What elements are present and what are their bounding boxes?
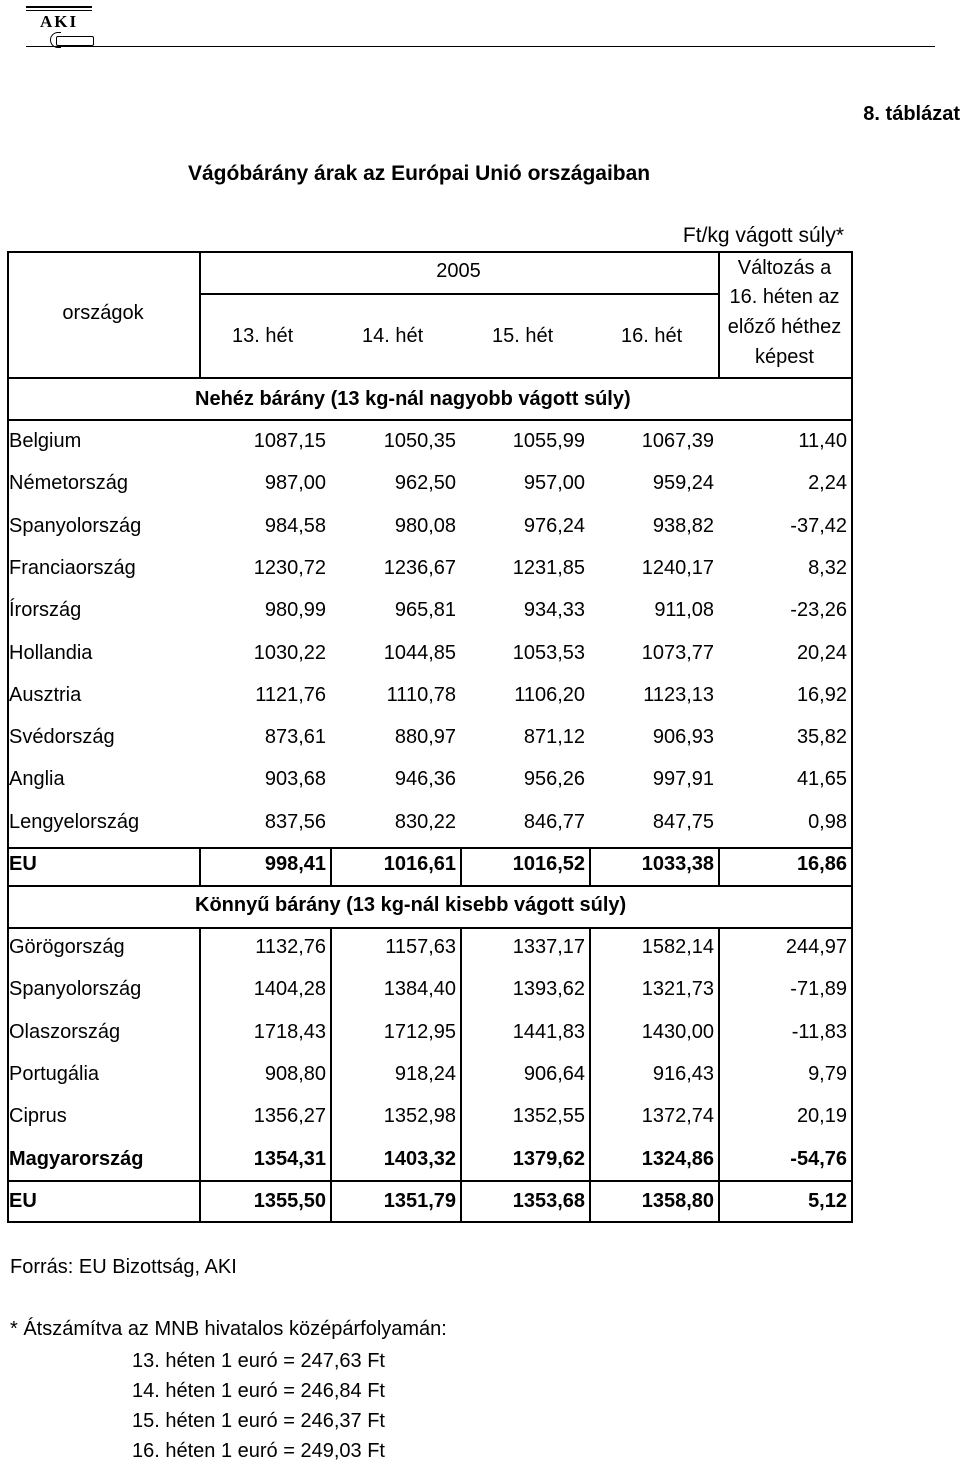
- heavy-row-value: -37,42: [790, 514, 847, 537]
- light-row-value: 1384,40: [383, 978, 456, 1001]
- light-row-value: 916,43: [652, 1062, 714, 1085]
- light-row-value: 9,79: [808, 1062, 847, 1085]
- heavy-row-value: 980,99: [264, 599, 326, 622]
- heavy-row-value: 1236,67: [383, 556, 456, 579]
- heavy-row-value: 35,82: [796, 726, 847, 749]
- unit-label: Ft/kg vágott súly*: [682, 224, 844, 247]
- footnote: * Átszámítva az MNB hivatalos középárfolyamán:: [10, 1318, 447, 1340]
- heavy-row-value: 16,92: [796, 683, 847, 706]
- header-countries: országok: [62, 302, 144, 324]
- heavy-row-value: 956,26: [523, 768, 585, 791]
- table-border-top: [7, 251, 851, 253]
- rate-week-13: 13. héten 1 euró = 247,63 Ft: [132, 1350, 385, 1372]
- light-row-value: 1337,17: [512, 936, 585, 958]
- heavy-row-value: -23,26: [790, 599, 847, 622]
- heavy-row-value: 880,97: [394, 726, 456, 749]
- eu-heavy-divider-2: [460, 847, 462, 885]
- heavy-row-value: 1016,52: [512, 853, 585, 875]
- heavy-row-value: 41,65: [796, 768, 847, 791]
- heavy-row-value: 1230,72: [253, 556, 326, 579]
- light-row-country: Görögország: [9, 936, 125, 958]
- light-row-value: 1321,73: [641, 978, 714, 1001]
- light-row-value: 1712,95: [383, 1020, 456, 1043]
- heavy-row-country: Németország: [9, 472, 128, 495]
- heavy-row-value: 997,91: [652, 768, 714, 791]
- table-number: 8. táblázat: [863, 103, 960, 125]
- eu-heavy-divider-4: [718, 847, 720, 885]
- heavy-row-value: 1033,38: [641, 853, 714, 875]
- heavy-row-value: 11,40: [798, 430, 847, 452]
- heavy-row-country: Belgium: [9, 430, 82, 452]
- heavy-row-value: 8,32: [808, 556, 847, 579]
- heavy-row-value: 903,68: [264, 768, 326, 791]
- header-bottom-border: [7, 377, 851, 379]
- header-change-line: képest: [755, 346, 814, 368]
- light-row-country: Magyarország: [9, 1147, 144, 1170]
- heavy-row-value: 965,81: [394, 599, 456, 622]
- heavy-row-value: 1016,61: [383, 853, 456, 875]
- year-underline: [199, 293, 718, 295]
- header-week-13: 13. hét: [232, 325, 294, 347]
- heavy-row-value: 1110,78: [386, 683, 456, 706]
- header-week-14: 14. hét: [362, 325, 424, 347]
- header-change-line: 16. héten az: [729, 286, 840, 308]
- light-row-country: Portugália: [9, 1062, 100, 1085]
- heavy-row-value: 847,75: [652, 810, 714, 833]
- light-row-country: Olaszország: [9, 1020, 121, 1043]
- heavy-row-value: 20,24: [796, 641, 847, 664]
- heavy-row-value: 1050,35: [383, 430, 456, 452]
- light-row-value: 1353,68: [512, 1189, 585, 1212]
- heavy-row-value: 987,00: [264, 472, 326, 495]
- heavy-row-country: Svédország: [9, 726, 115, 749]
- light-row-value: -54,76: [790, 1147, 847, 1170]
- heavy-row-value: 946,36: [394, 768, 456, 791]
- eu-heavy-divider-1: [330, 847, 332, 885]
- heavy-row-value: 959,24: [652, 472, 714, 495]
- light-row-value: 20,19: [796, 1105, 847, 1128]
- header-year: 2005: [436, 260, 481, 282]
- heavy-row-country: Spanyolország: [9, 514, 142, 537]
- heavy-row-value: 911,08: [654, 599, 714, 622]
- heavy-row-value: 906,93: [652, 726, 714, 749]
- aki-logo: [26, 2, 96, 48]
- light-row-value: -71,89: [790, 978, 847, 1001]
- heavy-row-value: 871,12: [523, 726, 585, 749]
- heavy-row-value: 1231,85: [512, 556, 585, 579]
- heavy-row-value: 980,08: [394, 514, 456, 537]
- heavy-row-value: 998,41: [264, 853, 326, 875]
- table-border-bottom: [7, 1221, 851, 1223]
- heavy-row-value: 837,56: [264, 810, 326, 833]
- light-row-value: 1393,62: [512, 978, 585, 1001]
- light-row-value: 1324,86: [641, 1147, 714, 1170]
- heavy-row-value: 2,24: [808, 472, 847, 495]
- light-row-value: 5,12: [808, 1189, 847, 1212]
- light-row-value: 1403,32: [383, 1147, 456, 1170]
- heavy-row-value: 1030,22: [253, 641, 326, 664]
- section-heavy-title: Nehéz bárány (13 kg-nál nagyobb vágott súly): [195, 388, 631, 410]
- rate-week-15: 15. héten 1 euró = 246,37 Ft: [132, 1410, 385, 1432]
- heavy-row-country: Írország: [9, 599, 82, 622]
- light-row-value: 1157,63: [385, 936, 456, 958]
- header-week-15: 15. hét: [492, 325, 554, 347]
- light-row-value: 1132,76: [255, 936, 326, 958]
- rate-week-16: 16. héten 1 euró = 249,03 Ft: [132, 1440, 385, 1462]
- heavy-row-country: Hollandia: [9, 641, 93, 664]
- heavy-row-value: 873,61: [264, 726, 326, 749]
- section-light-title: Könnyű bárány (13 kg-nál kisebb vágott súly): [195, 894, 627, 916]
- heavy-row-value: 1067,39: [641, 430, 714, 452]
- eu-heavy-bottom-border: [7, 885, 851, 887]
- light-row-country: Ciprus: [9, 1105, 67, 1128]
- heavy-row-value: 1055,99: [512, 430, 585, 452]
- light-row-value: 1582,14: [641, 936, 714, 958]
- heavy-row-country: EU: [9, 853, 37, 875]
- light-row-value: 1355,50: [253, 1189, 326, 1212]
- page-title: Vágóbárány árak az Európai Unió országaiban: [188, 162, 651, 185]
- light-row-value: 1352,98: [383, 1105, 456, 1128]
- light-row-value: 1404,28: [253, 978, 326, 1001]
- eu-light-top-border: [7, 1180, 851, 1182]
- heavy-row-value: 938,82: [652, 514, 714, 537]
- header-rule: [26, 46, 935, 47]
- light-row-value: 906,64: [523, 1062, 585, 1085]
- heavy-row-value: 1087,15: [253, 430, 326, 452]
- heavy-row-value: 1106,20: [514, 683, 585, 706]
- heavy-row-country: Ausztria: [9, 683, 82, 706]
- header-week-16: 16. hét: [621, 325, 683, 347]
- table-border-right: [851, 251, 853, 1223]
- light-row-value: 1372,74: [641, 1105, 714, 1128]
- heavy-row-value: 1240,17: [641, 556, 714, 579]
- heavy-row-value: 16,86: [796, 853, 847, 875]
- light-row-value: 1358,80: [641, 1189, 714, 1212]
- light-row-value: 1441,83: [512, 1020, 585, 1043]
- header-change-line: előző héthez: [727, 316, 842, 338]
- light-row-country: Spanyolország: [9, 978, 142, 1001]
- light-row-value: 1354,31: [253, 1147, 326, 1170]
- heavy-row-value: 984,58: [264, 514, 326, 537]
- section-heavy-bottom-border: [7, 419, 851, 421]
- header-change-line: Változás a: [737, 257, 832, 279]
- heavy-row-value: 957,00: [523, 472, 585, 495]
- heavy-row-value: 0,98: [808, 810, 847, 833]
- heavy-row-value: 830,22: [394, 810, 456, 833]
- light-row-value: 1351,79: [383, 1189, 456, 1212]
- light-row-country: EU: [9, 1189, 37, 1212]
- logo-text: AKI: [40, 12, 79, 31]
- light-row-value: -11,83: [791, 1020, 847, 1043]
- light-row-value: 918,24: [394, 1062, 456, 1085]
- heavy-row-value: 934,33: [523, 599, 585, 622]
- light-row-value: 908,80: [264, 1062, 326, 1085]
- heavy-row-value: 1073,77: [641, 641, 714, 664]
- heavy-row-value: 962,50: [394, 472, 456, 495]
- light-row-value: 1430,00: [641, 1020, 714, 1043]
- heavy-row-value: 976,24: [523, 514, 585, 537]
- heavy-row-value: 1123,13: [643, 683, 714, 706]
- heavy-row-value: 1121,76: [255, 683, 326, 706]
- heavy-row-country: Anglia: [9, 768, 65, 791]
- source-note: Forrás: EU Bizottság, AKI: [10, 1256, 237, 1278]
- heavy-row-country: Lengyelország: [9, 810, 140, 833]
- light-row-value: 1356,27: [253, 1105, 326, 1128]
- heavy-row-value: 846,77: [523, 810, 585, 833]
- heavy-row-value: 1053,53: [512, 641, 585, 664]
- rate-week-14: 14. héten 1 euró = 246,84 Ft: [132, 1380, 385, 1402]
- light-row-value: 1718,43: [253, 1020, 326, 1043]
- eu-heavy-divider-0: [199, 847, 201, 885]
- light-row-value: 244,97: [785, 936, 847, 958]
- eu-heavy-divider-3: [589, 847, 591, 885]
- heavy-row-value: 1044,85: [383, 641, 456, 664]
- light-row-value: 1379,62: [512, 1147, 585, 1170]
- heavy-row-country: Franciaország: [9, 556, 136, 579]
- light-row-value: 1352,55: [512, 1105, 585, 1128]
- eu-heavy-top-border: [7, 847, 851, 849]
- section-light-bottom-border: [7, 927, 851, 929]
